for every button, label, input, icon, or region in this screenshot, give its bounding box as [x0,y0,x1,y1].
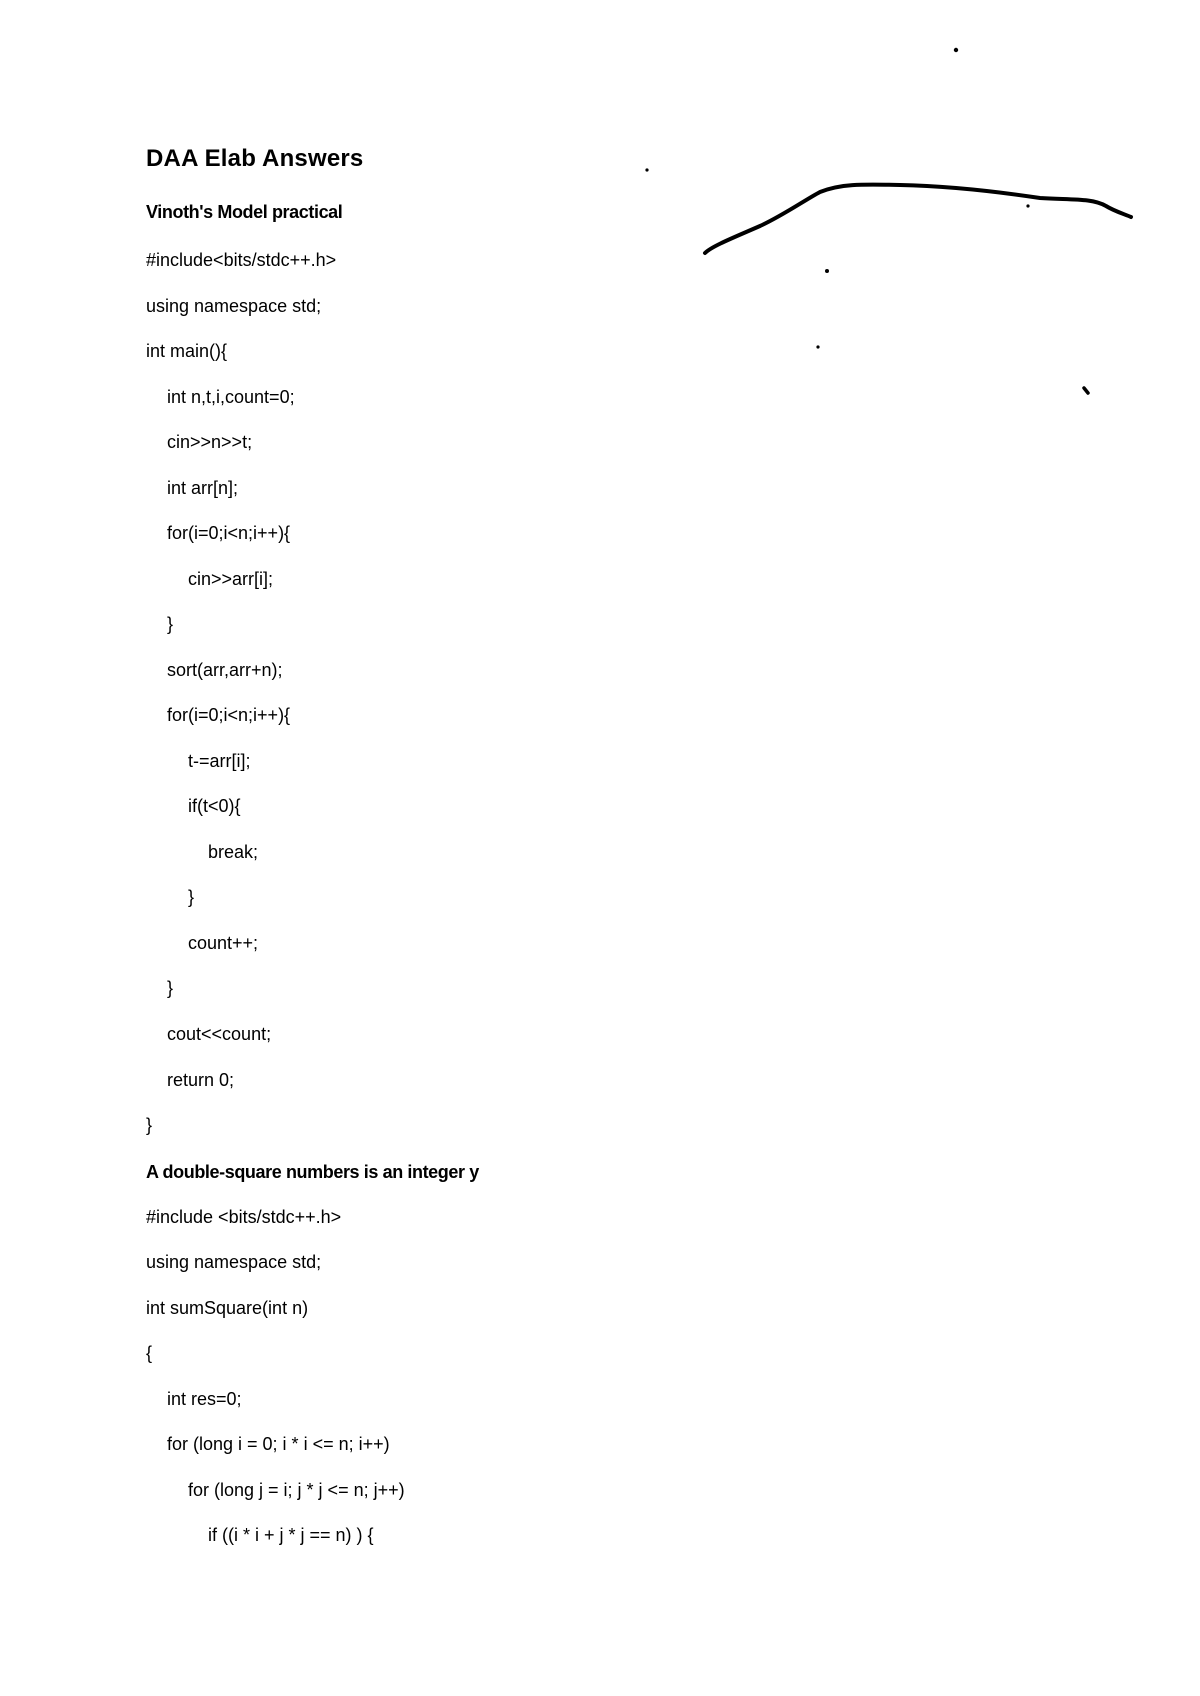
code-line: if(t<0){ [188,796,241,816]
section-heading: A double-square numbers is an integer y [146,1162,479,1182]
code-line: sort(arr,arr+n); [167,660,283,680]
document-title: DAA Elab Answers [146,145,364,172]
code-line: for (long j = i; j * j <= n; j++) [188,1480,405,1500]
code-line: for (long i = 0; i * i <= n; i++) [167,1434,390,1454]
code-line: using namespace std; [146,1252,322,1272]
code-line: int res=0; [167,1389,242,1409]
code-line: t-=arr[i]; [188,751,251,771]
code-line: } [167,614,174,634]
code-line: int sumSquare(int n) [146,1298,309,1318]
code-line: cout<<count; [167,1024,272,1044]
code-line: for(i=0;i<n;i++){ [167,705,291,725]
code-line: int n,t,i,count=0; [167,387,295,407]
code-line: } [146,1115,153,1135]
code-line: { [146,1343,153,1363]
code-line: } [188,887,195,907]
section-heading: Vinoth's Model practical [146,202,343,222]
code-line: } [167,978,174,998]
code-line: count++; [188,933,259,953]
code-line: break; [208,842,259,862]
code-line: cin>>arr[i]; [188,569,274,589]
code-line: return 0; [167,1070,235,1090]
code-line: #include <bits/stdc++.h> [146,1207,342,1227]
code-line: if ((i * i + j * j == n) ) { [208,1525,374,1545]
code-line: #include<bits/stdc++.h> [146,250,337,270]
code-line: for(i=0;i<n;i++){ [167,523,291,543]
code-line: using namespace std; [146,296,322,316]
code-line: int arr[n]; [167,478,239,498]
code-line: cin>>n>>t; [167,432,253,452]
code-line: int main(){ [146,341,228,361]
